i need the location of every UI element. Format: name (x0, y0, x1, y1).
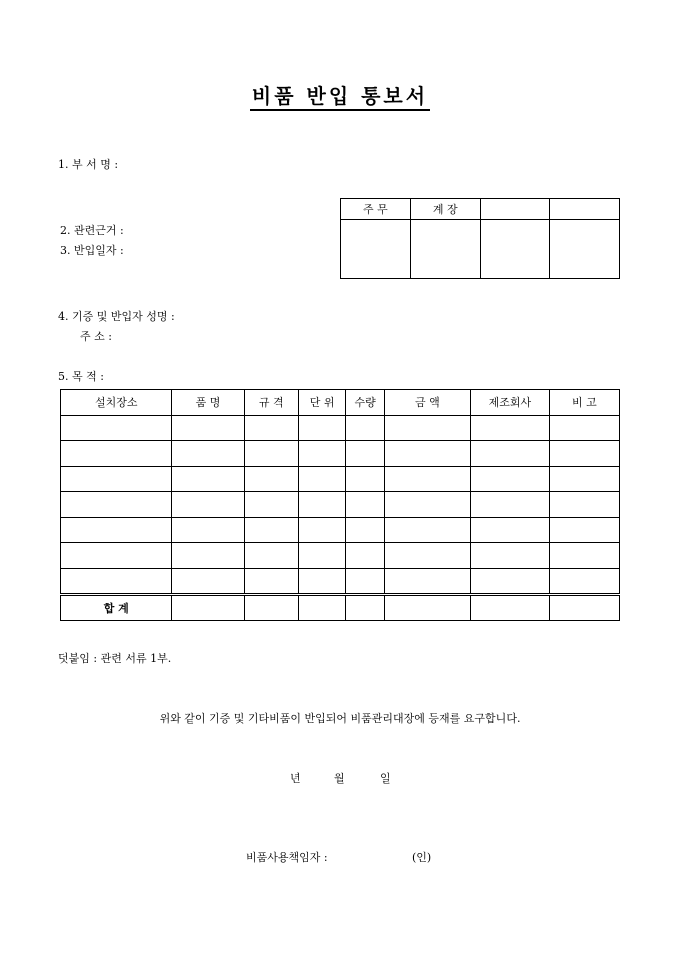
column-header: 규 격 (244, 390, 298, 416)
basis-label: 2. 관련근거 : (60, 224, 124, 237)
table-row (61, 568, 620, 595)
statement-text: 위와 같이 기증 및 기타비품이 반입되어 비품관리대장에 등재를 요구합니다. (159, 712, 521, 725)
table-row (61, 543, 620, 569)
seal-mark: (인) (412, 851, 432, 864)
table-row (61, 517, 620, 543)
dept-label: 1. 부 서 명 : (58, 158, 119, 171)
total-row (61, 595, 620, 621)
page-title: 비품 반입 통보서 (0, 80, 680, 109)
signature-cell[interactable] (341, 220, 411, 279)
total-label: 합 계 (61, 595, 172, 621)
signature-cell[interactable] (410, 220, 480, 279)
column-header: 단 위 (298, 390, 345, 416)
items-table (60, 389, 620, 621)
table-row (61, 441, 620, 467)
column-header: 제조회사 (470, 390, 549, 416)
address-label: 주 소 : (80, 330, 112, 343)
table-row (61, 466, 620, 492)
column-header: 금 액 (384, 390, 470, 416)
column-header: 품 명 (172, 390, 244, 416)
donor-label: 4. 기증 및 반입자 성명 : (58, 310, 175, 323)
approval-header: 계 장 (410, 199, 480, 220)
date-label: 3. 반입일자 : (60, 244, 124, 257)
column-header: 수량 (346, 390, 385, 416)
approval-header: 주 무 (341, 199, 411, 220)
table-row (61, 492, 620, 518)
signature-label: 비품사용책임자 : (246, 851, 328, 864)
approval-table (340, 198, 620, 279)
table-header-row (61, 390, 620, 416)
date-month: 월 (334, 772, 345, 785)
table-row (61, 415, 620, 441)
signature-cell[interactable] (550, 220, 620, 279)
attachment-note: 덧붙임 : 관련 서류 1부. (58, 652, 172, 665)
approval-header (550, 199, 620, 220)
column-header: 비 고 (549, 390, 619, 416)
column-header: 설치장소 (61, 390, 172, 416)
date-year: 년 (290, 772, 301, 785)
purpose-label: 5. 목 적 : (58, 370, 104, 383)
date-day: 일 (380, 772, 391, 785)
approval-header (480, 199, 550, 220)
signature-cell[interactable] (480, 220, 550, 279)
